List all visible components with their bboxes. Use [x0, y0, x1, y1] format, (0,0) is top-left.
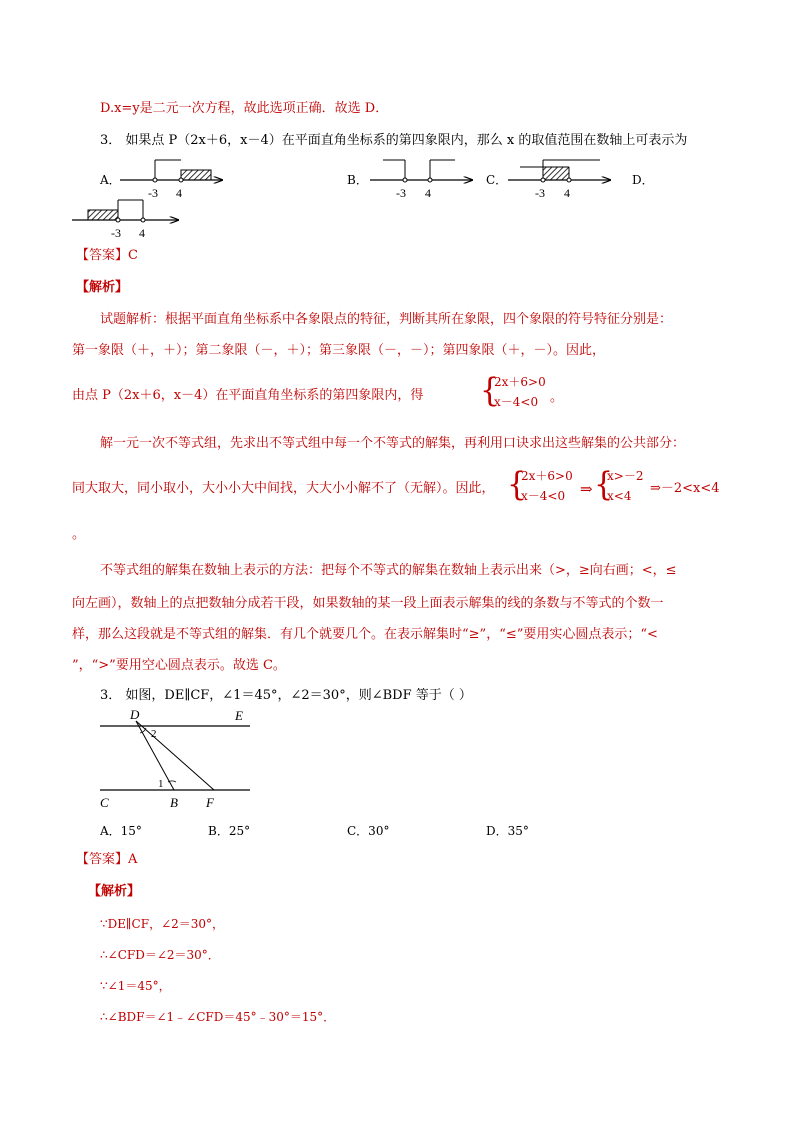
- inequality-2a: 2x＋6>0: [521, 469, 573, 483]
- brace-3: {: [594, 465, 614, 504]
- label-c: C: [100, 795, 109, 810]
- implies-arrow-1: ⇒: [580, 480, 593, 498]
- step-4: ∴∠BDF＝∠1﹣∠CFD＝45°﹣30°＝15°．: [100, 1010, 336, 1024]
- analysis-para-4: 解一元一次不等式组，先求出不等式组中每一个不等式的解集，再利用口诀求出这些解集的公共部分：: [100, 436, 686, 451]
- option-c-number-line: [508, 160, 610, 182]
- option-a-tick-right: 4: [176, 186, 182, 200]
- analysis-para-5-end: 。: [72, 527, 86, 542]
- option-a-label: A．: [100, 173, 121, 187]
- option-a-number-line: [120, 160, 222, 182]
- brace-1: {: [480, 371, 500, 410]
- analysis-para-7: 向左画），数轴上的点把数轴分成若干段，如果数轴的某一段上面表示解集的线的条数与不等式的个数一: [72, 596, 664, 611]
- inequality-1a: 2x＋6>0: [494, 375, 546, 389]
- option-c-tick-right: 4: [564, 186, 570, 200]
- inequality-3b: x<4: [607, 489, 632, 503]
- step-3: ∵∠1＝45°，: [100, 979, 171, 993]
- label-f: F: [206, 795, 214, 810]
- inequality-system-2: [521, 466, 573, 506]
- option-a-tick-left: -3: [148, 186, 158, 200]
- brace-2: {: [507, 465, 527, 504]
- geometry-figure: [90, 700, 350, 820]
- option-d-number-line: [72, 200, 178, 222]
- label-b: B: [170, 795, 178, 810]
- question-3b-text: 3． 如图，DE∥CF，∠1＝45°，∠2＝30°，则∠BDF 等于（ ）: [100, 688, 472, 703]
- inequality-1b: x－4<0: [494, 395, 539, 409]
- option-a: A．15°: [100, 824, 142, 838]
- question-3-text: 3． 如果点 P（2x＋6，x－4）在平面直角坐标系的第四象限内，那么 x 的取值范围在数轴上可表示为: [100, 133, 688, 148]
- label-angle-2: 2: [151, 728, 157, 740]
- option-d-label: D．: [632, 173, 654, 187]
- analysis-para-2: 第一象限（＋，＋）；第二象限（－，＋）；第三象限（－，－）；第四象限（＋，－）。因此，: [72, 343, 606, 358]
- inequality-system-3: [607, 466, 643, 506]
- solution-result: ⇒－2<x<4: [650, 481, 720, 496]
- option-b-tick-left: -3: [396, 186, 406, 200]
- analysis-para-3: 由点 P（2x＋6，x－4）在平面直角坐标系的第四象限内，得: [72, 388, 424, 403]
- option-d-tick-right: 4: [139, 226, 145, 240]
- analysis-para-8-text: 样，那么这段就是不等式组的解集．有几个就要几个。在表示解集时: [72, 627, 463, 642]
- previous-answer-line: D.x=y是二元一次方程，故此选项正确．故选 D．: [100, 101, 389, 116]
- option-c-label: C．: [486, 173, 508, 187]
- inequality-3a: x>－2: [607, 469, 644, 483]
- answer-label-2: 【答案】A: [76, 852, 138, 867]
- step-2: ∴∠CFD＝∠2＝30°．: [100, 948, 220, 962]
- analysis-para-3-end: 。: [550, 390, 564, 405]
- option-b: B．25°: [208, 824, 251, 838]
- option-c: C．30°: [347, 824, 390, 838]
- option-b-label: B．: [347, 173, 368, 187]
- segment-df: [136, 721, 214, 790]
- option-b-number-line: [370, 160, 472, 182]
- analysis-title-1: 【解析】: [76, 280, 129, 295]
- answer-label-1: 【答案】C: [76, 248, 138, 263]
- step-1: ∵DE∥CF，∠2＝30°，: [100, 917, 225, 931]
- option-b-tick-right: 4: [425, 186, 431, 200]
- option-d: D．35°: [486, 824, 529, 838]
- analysis-title-2: 【解析】: [88, 884, 141, 899]
- analysis-para-6: 不等式组的解集在数轴上表示的方法：把每个不等式的解集在数轴上表示出来（>，≥向右画；<，≤: [100, 563, 677, 578]
- number-line-figures: [0, 0, 794, 250]
- analysis-para-1: 试题解析：根据平面直角坐标系中各象限点的特征，判断其所在象限，四个象限的符号特征分别是：: [100, 312, 673, 327]
- label-angle-1: 1: [158, 778, 164, 790]
- analysis-para-8-rule: “≥”，“≤”要用实心圆点表示；“<: [462, 627, 658, 642]
- label-d: D: [130, 707, 140, 722]
- analysis-para-5: 同大取大，同小取小，大小小大中间找，大大小小解不了（无解）。因此，: [72, 481, 495, 496]
- angle-1-arc: [168, 781, 176, 782]
- inequality-2b: x－4<0: [521, 489, 566, 503]
- analysis-para-9: ”，“>”要用空心圆点表示。故选 C。: [72, 658, 286, 673]
- analysis-para-8: [72, 627, 658, 643]
- option-c-tick-left: -3: [535, 186, 545, 200]
- option-d-tick-left: -3: [111, 226, 121, 240]
- inequality-system-1: [494, 372, 546, 412]
- label-e: E: [235, 708, 243, 723]
